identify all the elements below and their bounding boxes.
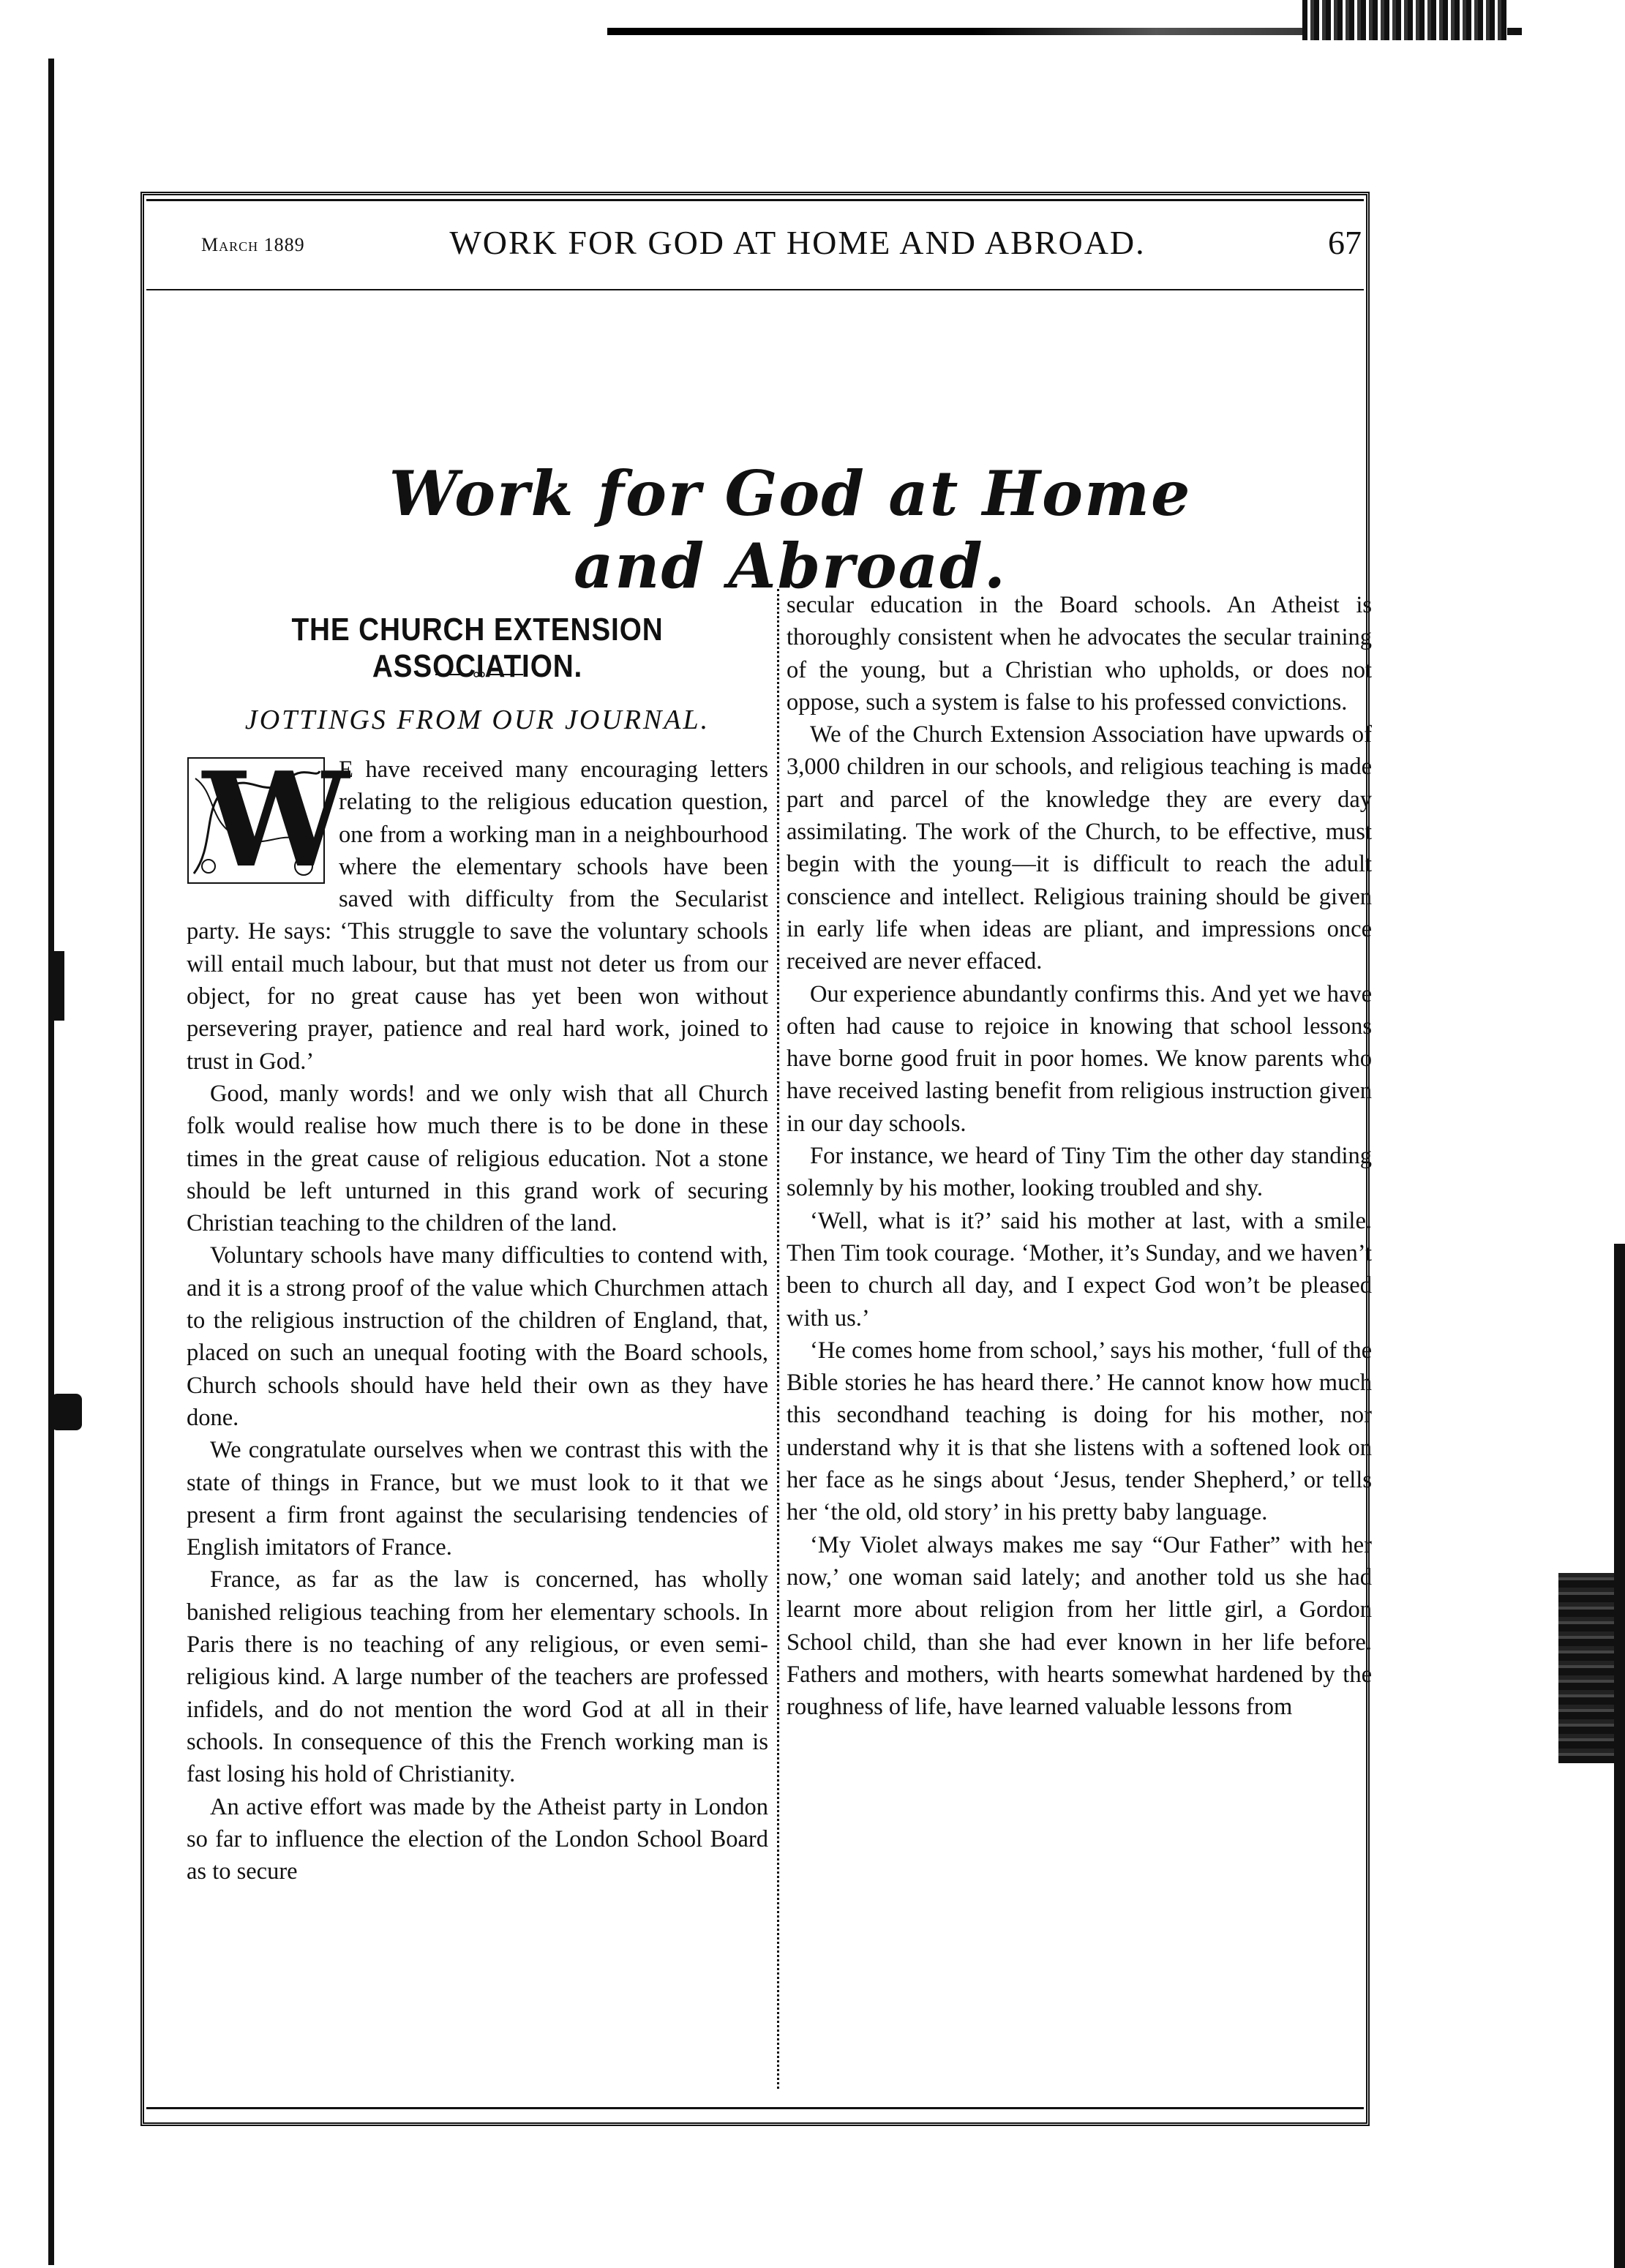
- paragraph: We of the Church Extension Association have upwards of 3,000 children in our schools, and religious teaching is made part and parcel of the knowledge they are every day assimilating. The work of the Church, to be effective, must begin with the young—it is difficult to reach the adult conscience and intellect. Religious training should be given in early life when ideas are pliant, and impressions once received are never effaced.: [787, 721, 1372, 975]
- article-title: THE CHURCH EXTENSION ASSOCIATION.: [291, 612, 664, 684]
- right-column: [787, 589, 1372, 1723]
- drop-cap-letter: W: [203, 743, 349, 896]
- paragraph: Our experience abundantly confirms this. And yet we have often had cause to rejoice in knowing that school lessons have borne good fruit in poor homes. We know parents who have received lasting benefit from religious instruction given in our day schools.: [787, 980, 1372, 1137]
- paragraph: We congratulate ourselves when we contrast this with the state of things in France, but we must look to it that we present a firm front against the secularising tendencies of English imitators of France.: [187, 1437, 768, 1561]
- left-column: [187, 743, 768, 1888]
- bottom-rule: [146, 2107, 1364, 2109]
- section-banner-title: Work for God at Home and Abroad.: [389, 457, 1192, 602]
- scan-artifact-left-blot: [51, 1394, 82, 1430]
- paragraph: Good, manly words! and we only wish that all Church folk would realise how much there is to be done in these times in the great cause of religious education. Not a stone should be left unturned in this grand work of securing Christian teaching to the children of the land.: [187, 1080, 768, 1237]
- paragraph: ‘Well, what is it?’ said his mother at last, with a smile. Then Tim took courage. ‘Mother, it’s Sunday, and we haven’t been to church all day, and I expect God won’t be pleased with us.’: [787, 1207, 1372, 1332]
- header-rule: [146, 289, 1364, 290]
- column-divider: [777, 589, 779, 2089]
- paragraph: For instance, we heard of Tiny Tim the other day standing solemnly by his mother, looking troubled and shy.: [787, 1143, 1372, 1202]
- scan-artifact-right-edge: [1614, 1244, 1625, 2268]
- scan-artifact-top-blot: [1302, 0, 1507, 40]
- paragraph: France, as far as the law is concerned, has wholly banished religious teaching from her elementary schools. In Paris there is no teaching of any religious, or even semi-religious kind. A large number of the teachers are professed infidels, and do not mention the word God at all in their schools. In consequence of this the French working man is fast losing his hold of Christianity.: [187, 1566, 768, 1788]
- paragraph: ‘My Violet always makes me say “Our Father” with her now,’ one woman said lately; and another told us she had learnt more about religion from her little girl, a Gordon School child, than she had ever known in her life before. Fathers and mothers, with hearts somewhat hardened by the roughness of life, have learned valuable lessons from: [787, 1531, 1372, 1721]
- drop-cap: [187, 743, 349, 896]
- article-subtitle: JOTTINGS FROM OUR JOURNAL.: [244, 705, 710, 735]
- page-number: 67: [1328, 224, 1362, 261]
- top-rule: [146, 199, 1364, 201]
- scan-artifact-left-mark: [48, 951, 64, 1021]
- paragraph: secular education in the Board schools. An Atheist is thoroughly consistent when he advocates the secular training of the young, but a Christian who upholds, or does not oppose, such a system is false to his professed convictions.: [787, 592, 1372, 716]
- paragraph: E have received many encouraging letters relating to the religious education question, one from a working man in a neighbourhood where the elementary schools have been saved with difficulty from the Secularist party. He says: ‘This struggle to save the voluntary schools will entail much labour, but that must not deter us from our object, for no great cause has yet been won without persevering prayer, patience and real hard work, joined to trust in God.’: [187, 756, 768, 1075]
- running-head-date: March 1889: [201, 234, 305, 255]
- paragraph: ‘He comes home from school,’ says his mother, ‘full of the Bible stories he has heard there.’ He cannot know how much this secondhand teaching is doing for his mother, nor understand why it is that she listens with a softened look on her face as he sings about ‘Jesus, tender Shepherd,’ or tells her ‘the old, old story’ in his pretty baby language.: [787, 1337, 1372, 1526]
- paragraph: Voluntary schools have many difficulties to contend with, and it is a strong proof of the value which Churchmen attach to the religious instruction of the children of England, that, placed on such an unequal footing with the Board schools, Church schools should have held their own as they have done.: [187, 1242, 768, 1431]
- ornament-divider-icon: [435, 672, 523, 677]
- paragraph: An active effort was made by the Atheist party in London so far to influence the election of the London School Board as to secure: [187, 1793, 768, 1885]
- running-head-title: WORK FOR GOD AT HOME AND ABROAD.: [449, 224, 1146, 261]
- scan-artifact-left-edge: [48, 59, 54, 2265]
